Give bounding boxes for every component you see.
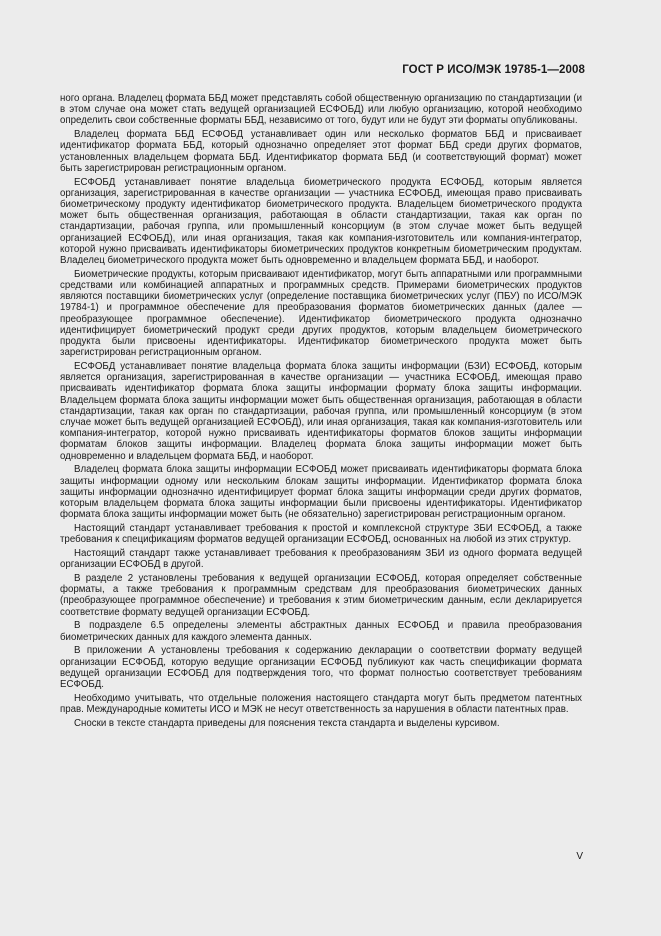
paragraph-5: ЕСФОБД устанавливает понятие владельца формата блока защиты информации (БЗИ) ЕСФОБД, которым является организация, зарегистрированная в качестве организации — участника ЕСФОБД, имеющая право присваивать идентификатор формата блока защиты информации формату блока защиты информации. Владельцем формата блока защиты информации может быть общественная организация, работающая в области стандартизации, такая как орган по стандартизации, рабочая группа, или промышленный консорциум (в этом случае может быть ведущей организацией ЕСФОБД), или иная организация, такая как компания-изготовитель или компания-интегратор, которой нужно присваивать идентификаторы форматов блоков защиты информации форматам блоков защиты информации. Владелец формата блока защиты информации может быть одновременно и владельцем формата ББД, и наоборот.: [60, 361, 582, 462]
paragraph-11: В приложении А установлены требования к содержанию декларации о соответствии формату ведущей организации ЕСФОБД, которую ведущие организации ЕСФОБД публикуют как часть спецификации формата ведущей организации ЕСФОБД для подтверждения того, что формат полностью соответствует требованиям ЕСФОБД.: [60, 645, 582, 691]
paragraph-3: ЕСФОБД устанавливает понятие владельца биометрического продукта ЕСФОБД, которым является организация, зарегистрированная в качестве организации — участника ЕСФОБД, имеющая право присваивать биометрическому продукту идентификатор биометрического продукта. Владельцем биометрического продукта может быть общественная организация, работающая в области стандартизации, такая как орган по стандартизации, рабочая группа, или промышленный консорциум (в этом случае может быть ведущей организацией ЕСФОБД), или иная организация, такая как компания-изготовитель или компания-интегратор, которой нужно присваивать идентификаторы биометрических продуктов конкретным биометрическим продуктам. Владелец биометрического продукта может быть одновременно и владельцем формата ББД, и наоборот.: [60, 176, 582, 267]
document-header: ГОСТ Р ИСО/МЭК 19785-1—2008: [402, 64, 585, 76]
paragraph-2: Владелец формата ББД ЕСФОБД устанавливает один или несколько форматов ББД и присваивает идентификатор формата ББД, который однозначно определяет этот формат ББД среди других форматов, установленных владельцем формата ББД. Идентификатор формата ББД (и соответствующий формат) может быть зарегистрирован регистрационным органом.: [60, 129, 582, 174]
paragraph-7: Настоящий стандарт устанавливает требования к простой и комплексной структуре ЗБИ ЕСФОБД, а также требования к спецификациям форматов ведущей организации ЕСФОБД, основанных на любой из этих структур.: [60, 523, 582, 546]
paragraph-10: В подразделе 6.5 определены элементы абстрактных данных ЕСФОБД и правила преобразования биометрических данных для каждого элемента данных.: [60, 620, 582, 643]
paragraph-8: Настоящий стандарт также устанавливает требования к преобразованиям ЗБИ из одного формата ведущей организации ЕСФОБД в другой.: [60, 548, 582, 571]
paragraph-12: Необходимо учитывать, что отдельные положения настоящего стандарта могут быть предметом патентных прав. Международные комитеты ИСО и МЭК не несут ответственность за нарушения в области патентных прав.: [60, 692, 582, 716]
paragraph-13: Сноски в тексте стандарта приведены для пояснения текста стандарта и выделены курсивом.: [74, 717, 500, 729]
paragraph-1: ного органа. Владелец формата ББД может представлять собой общественную организацию по стандартизации (и в этом случае она может стать ведущей организацией ЕСФОБД) или любую организацию, которой необходимо определить свои собственные форматы ББД, независимо от того, будут или не будут эти форматы опубликованы.: [60, 93, 582, 127]
page-number: V: [576, 851, 583, 862]
paragraph-6: Владелец формата блока защиты информации ЕСФОБД может присваивать идентификаторы формата блока защиты информации одному или нескольким блокам защиты информации. Идентификатор формата блока защиты информации однозначно идентифицирует формат блока защиты информации среди других форматов, которым владельцем формата блока защиты информации были присвоены идентификаторы. Идентификатор формата блока защиты информации может быть (не обязательно) зарегистрирован регистрационным органом.: [60, 464, 582, 521]
paragraph-4: Биометрические продукты, которым присваивают идентификатор, могут быть аппаратными или программными средствами или комбинацией аппаратных и программных средств. Примерами биометрических продуктов являются поставщики биометрических услуг (определение поставщика биометрических услуг (ПБУ) по ИСО/МЭК 19784-1) и программное обеспечение для преобразования форматов биометрических данных (далее — преобразующее программное обеспечение). Идентификатор биометрического продукта однозначно идентифицирует биометрический продукт среди других продуктов, которым владельцем биометрического продукта были присвоены идентификаторы. Идентификатор биометрического продукта может быть зарегистрирован регистрационным органом.: [60, 268, 582, 359]
paragraph-9: В разделе 2 установлены требования к ведущей организации ЕСФОБД, которая определяет собственные форматы, а также требования к программным средствам для преобразования биометрических данных (преобразующее программное обеспечение) и требования к этим биометрическим данным, если декларируется соответствие формату ведущей организации ЕСФОБД.: [60, 573, 582, 618]
document-body: [60, 93, 582, 732]
